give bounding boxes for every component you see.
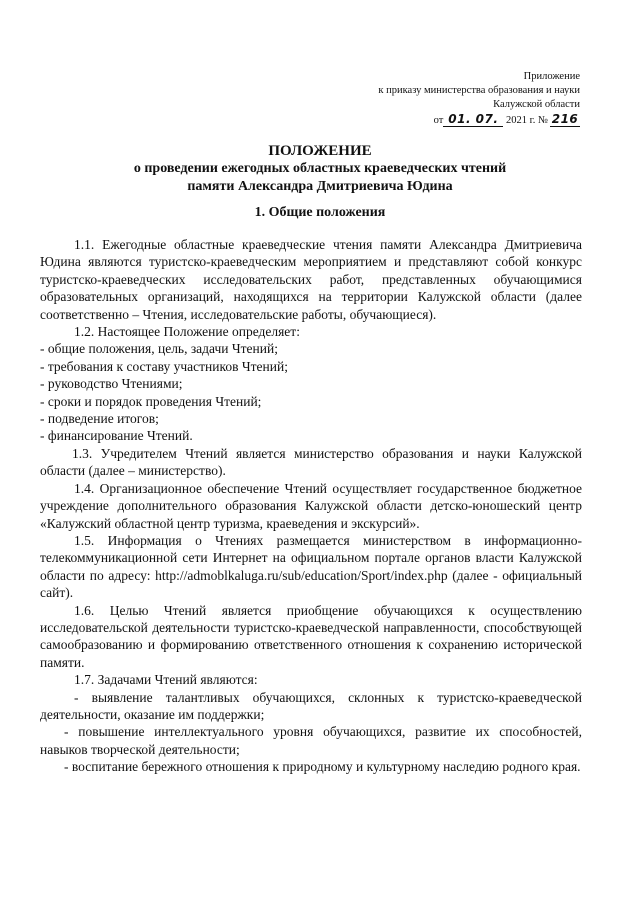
handwritten-order-number: 216 — [551, 112, 579, 126]
title-line-3: памяти Александра Дмитриевича Юдина — [187, 179, 453, 194]
list-item: - финансирование Чтений. — [40, 428, 193, 444]
appendix-header — [378, 70, 580, 128]
list-item: - общие положения, цель, задачи Чтений; — [40, 341, 278, 357]
date-year: 2021 г. № — [505, 115, 548, 126]
handwritten-date: 01. 07. — [443, 112, 503, 127]
title-line-2: о проведении ежегодных областных краеведческих чтений — [133, 161, 507, 176]
paragraph-1-3: 1.3. Учредителем Чтений является министерство образования и науки Калужской области (далее – министерство). — [40, 445, 582, 479]
appendix-label: Приложение — [523, 71, 580, 82]
list-item: - руководство Чтениями; — [40, 376, 183, 392]
list-item: - сроки и порядок проведения Чтений; — [40, 393, 262, 409]
date-prefix: от — [433, 115, 444, 126]
task-item: - воспитание бережного отношения к природному и культурному наследию родного края. — [64, 759, 581, 775]
paragraph-1-1: 1.1. Ежегодные областные краеведческие чтения памяти Александра Дмитриевича Юдина являются туристско-краеведческим мероприятием и представляют собой конкурс туристско-краеведческих исследовательских работ, представленных обучающимися образовательных организаций, находящихся на территории Калужской области (далее соответственно – Чтения, исследовательские работы, обучающиеся). — [40, 237, 582, 322]
order-reference: к приказу министерства образования и науки — [378, 85, 580, 96]
paragraph-1-6: 1.6. Целью Чтений является приобщение обучающихся к осуществлению исследовательской деятельности туристско-краеведческой направленности, способствующей самообразованию и формированию ответственного отношения к сохранению исторической памяти. — [40, 602, 582, 670]
list-item: - подведение итогов; — [40, 411, 159, 427]
section-heading: 1. Общие положения — [254, 205, 386, 220]
document-body — [40, 236, 582, 776]
region-name: Калужской области — [493, 99, 580, 110]
task-item: - выявление талантливых обучающихся, склонных к туристско-краеведческой деятельности, оказание им поддержки; — [40, 689, 582, 722]
document-title — [60, 142, 580, 196]
task-item: - повышение интеллектуального уровня обучающихся, развитие их способностей, навыков творческой деятельности; — [40, 724, 582, 757]
title-line-1: ПОЛОЖЕНИЕ — [268, 143, 372, 159]
order-date-line — [378, 112, 580, 128]
list-item: - требования к составу участников Чтений; — [40, 358, 288, 374]
paragraph-1-2: 1.2. Настоящее Положение определяет: — [74, 324, 300, 340]
paragraph-1-7: 1.7. Задачами Чтений являются: — [74, 672, 258, 688]
paragraph-1-5: 1.5. Информация о Чтениях размещается министерством в информационно-телекоммуникационной сети Интернет на официальном портале органов власти Калужской области по адресу: http://admoblkaluga.ru/sub/education/Sport/index.php (далее - официальный сайт). — [40, 532, 582, 601]
paragraph-1-4: 1.4. Организационное обеспечение Чтений осуществляет государственное бюджетное учреждение дополнительного образования Калужской области детско-юношеский центр «Калужский областной центр туризма, краеведения и экскурсий». — [40, 480, 582, 531]
